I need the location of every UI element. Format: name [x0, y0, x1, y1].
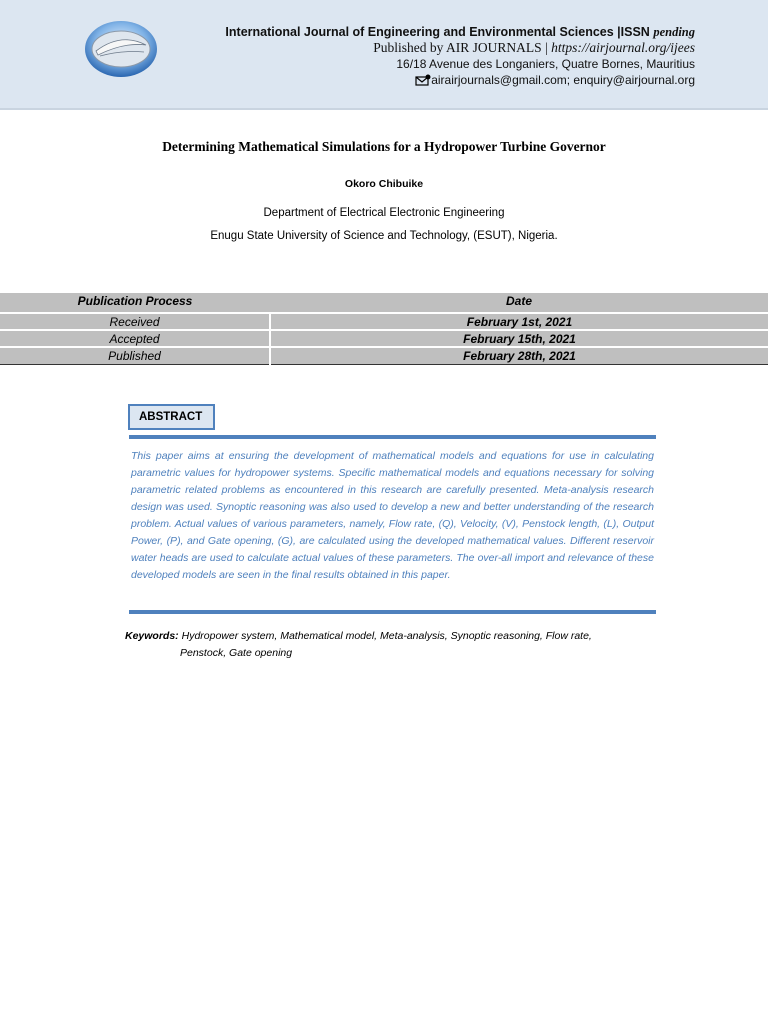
keywords-list-2: Penstock, Gate opening	[180, 647, 293, 659]
publisher-line	[225, 40, 695, 56]
publisher: Published by AIR JOURNALS |	[373, 40, 552, 55]
paper-title: Determining Mathematical Simulations for a Hydropower Turbine Governor	[162, 139, 606, 154]
table-header-process: Publication Process	[0, 293, 270, 313]
author-institution: Enugu State University of Science and Technology, (ESUT), Nigeria.	[210, 230, 558, 242]
journal-url[interactable]: https://airjournal.org/ijees	[551, 40, 695, 55]
author-department: Department of Electrical Electronic Engineering	[263, 207, 505, 219]
date-received: February 1st, 2021	[270, 313, 768, 330]
contact-line	[225, 72, 695, 88]
issn-status: pending	[653, 25, 695, 39]
date-accepted: February 15th, 2021	[270, 330, 768, 347]
abstract-body: This paper aims at ensuring the development of mathematical models and equations for use in calculating parametric values for hydropower systems. Specific mathematical models and equations necessary for solving parametric related problems as encountered in this research are carefully presented. Meta-analysis research design was used. Synoptic reasoning was also used to develop a new and better understanding of the research problem. Actual values of various parameters, namely, Flow rate, (Q), Velocity, (V), Penstock length, (L), Output Power, (P), and Gate opening, (G), are calculated using the developed mathematical values. Different reservoir water heads are used to calculate actual values of these parameters. The over-all import and relevance of these developed models are seen in the final results obtained in this paper.	[131, 450, 654, 581]
publication-process-table	[0, 293, 768, 365]
keywords-list-1: Hydropower system, Mathematical model, Meta-analysis, Synoptic reasoning, Flow rate,	[178, 630, 592, 642]
abstract-heading: ABSTRACT	[128, 404, 215, 430]
table-row	[0, 347, 768, 364]
paper-author: Okoro Chibuike	[344, 178, 424, 190]
abstract-top-rule	[129, 435, 656, 439]
date-published: February 28th, 2021	[270, 347, 768, 364]
journal-logo	[84, 20, 158, 78]
journal-name-line	[225, 24, 695, 40]
table-row	[0, 330, 768, 347]
journal-header	[0, 0, 768, 110]
stage-published: Published	[0, 347, 270, 364]
table-header-row	[0, 293, 768, 313]
keywords-line-1	[125, 628, 660, 645]
header-text-block	[225, 24, 695, 88]
stage-accepted: Accepted	[0, 330, 270, 347]
journal-name: International Journal of Engineering and Environmental Sciences |ISSN	[225, 25, 654, 39]
table-row	[0, 313, 768, 330]
keywords-section	[125, 628, 660, 662]
keywords-label: Keywords:	[125, 630, 179, 642]
abstract-bottom-rule	[129, 610, 656, 614]
table-header-date: Date	[270, 293, 768, 313]
publisher-address: 16/18 Avenue des Longaniers, Quatre Bornes, Mauritius	[396, 57, 695, 71]
stage-received: Received	[0, 313, 270, 330]
contact-emails[interactable]: airairjournals@gmail.com; enquiry@airjournal.org	[431, 73, 695, 87]
mail-icon	[415, 74, 431, 86]
